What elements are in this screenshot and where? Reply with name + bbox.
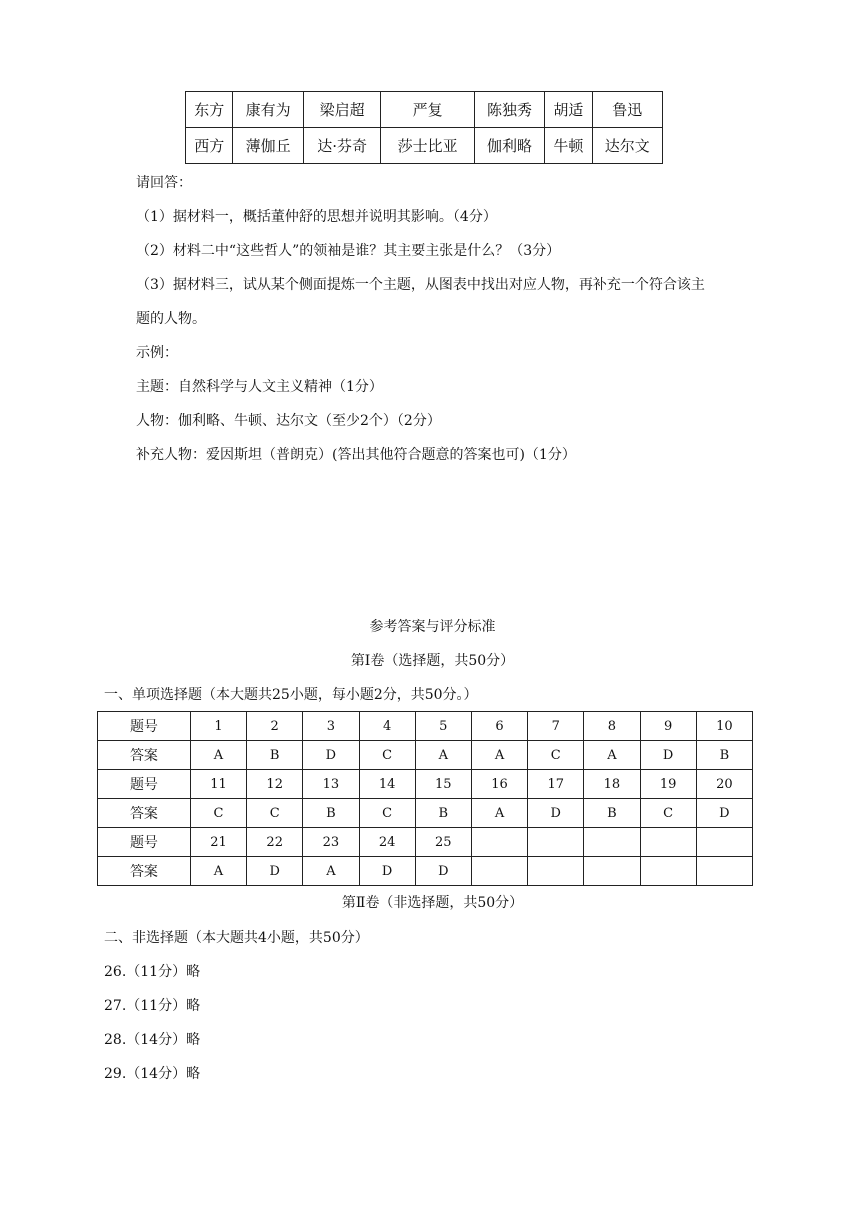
material-people-table <box>185 91 663 164</box>
answer-cell: A <box>190 857 246 886</box>
row-label-cell: 答案 <box>98 741 191 770</box>
answer-item-26: 26.（11分）略 <box>104 964 201 980</box>
row-label-cell: 题号 <box>98 770 191 799</box>
table-row <box>98 712 753 741</box>
question-number-cell: 5 <box>415 712 471 741</box>
question-number-cell: 16 <box>471 770 527 799</box>
row-label-cell: 题号 <box>98 828 191 857</box>
answer-cell <box>471 857 527 886</box>
question-number-cell <box>696 828 752 857</box>
person-cell: 陈独秀 <box>474 92 544 128</box>
person-cell: 梁启超 <box>303 92 381 128</box>
region-cell: 西方 <box>186 128 233 164</box>
answer-cell <box>696 857 752 886</box>
question-number-cell: 21 <box>190 828 246 857</box>
question-number-cell: 25 <box>415 828 471 857</box>
answer-prompt: 请回答： <box>136 175 192 191</box>
answer-item-29: 29.（14分）略 <box>104 1066 201 1082</box>
question-number-cell: 7 <box>528 712 584 741</box>
table-row <box>98 741 753 770</box>
answer-cell: C <box>359 799 415 828</box>
answer-key-table <box>97 711 753 886</box>
answer-cell: D <box>528 799 584 828</box>
answer-cell: D <box>303 741 359 770</box>
person-cell: 胡适 <box>545 92 592 128</box>
question-number-cell: 20 <box>696 770 752 799</box>
question-number-cell: 23 <box>303 828 359 857</box>
question-3-line-2: 题的人物。 <box>136 311 206 327</box>
example-label: 示例： <box>136 345 178 361</box>
question-number-cell <box>471 828 527 857</box>
person-cell: 牛顿 <box>545 128 592 164</box>
question-number-cell: 1 <box>190 712 246 741</box>
row-label-cell: 答案 <box>98 799 191 828</box>
question-number-cell: 2 <box>247 712 303 741</box>
answer-cell: D <box>640 741 696 770</box>
part-2-title: 第Ⅱ卷（非选择题，共50分） <box>341 895 524 911</box>
question-number-cell: 14 <box>359 770 415 799</box>
person-cell: 达尔文 <box>592 128 662 164</box>
person-cell: 薄伽丘 <box>233 128 303 164</box>
table-row <box>98 770 753 799</box>
person-cell: 伽利略 <box>474 128 544 164</box>
question-number-cell: 19 <box>640 770 696 799</box>
answer-cell: D <box>359 857 415 886</box>
question-number-cell <box>640 828 696 857</box>
question-number-cell <box>584 828 640 857</box>
table-row <box>98 857 753 886</box>
question-number-cell <box>528 828 584 857</box>
question-3-line-1: （3）据材料三，试从某个侧面提炼一个主题，从图表中找出对应人物，再补充一个符合该主 <box>136 277 705 293</box>
answer-item-27: 27.（11分）略 <box>104 998 201 1014</box>
part-1-title: 第Ⅰ卷（选择题，共50分） <box>350 653 515 669</box>
answer-cell: A <box>415 741 471 770</box>
answer-cell <box>528 857 584 886</box>
region-cell: 东方 <box>186 92 233 128</box>
person-cell: 莎士比亚 <box>381 128 474 164</box>
answer-key-table-body <box>98 712 753 886</box>
person-cell: 鲁迅 <box>592 92 662 128</box>
question-number-cell: 15 <box>415 770 471 799</box>
question-number-cell: 9 <box>640 712 696 741</box>
question-number-cell: 24 <box>359 828 415 857</box>
question-2: （2）材料二中“这些哲人”的领袖是谁？其主要主张是什么？（3分） <box>136 243 561 259</box>
person-cell: 康有为 <box>233 92 303 128</box>
question-number-cell: 11 <box>190 770 246 799</box>
question-number-cell: 8 <box>584 712 640 741</box>
table-row <box>98 828 753 857</box>
answer-cell: A <box>584 741 640 770</box>
question-number-cell: 13 <box>303 770 359 799</box>
question-number-cell: 12 <box>247 770 303 799</box>
answer-cell: B <box>247 741 303 770</box>
answers-title: 参考答案与评分标准 <box>369 619 496 635</box>
answer-cell: C <box>247 799 303 828</box>
answer-cell: D <box>247 857 303 886</box>
example-supplement: 补充人物：爱因斯坦（普朗克）(答出其他符合题意的答案也可)（1分） <box>136 447 576 463</box>
section-2-heading: 二、非选择题（本大题共4小题，共50分） <box>104 930 369 946</box>
question-1: （1）据材料一，概括董仲舒的思想并说明其影响。（4分） <box>136 209 497 225</box>
answer-cell: A <box>303 857 359 886</box>
answer-item-28: 28.（14分）略 <box>104 1032 201 1048</box>
row-label-cell: 答案 <box>98 857 191 886</box>
answer-cell: B <box>696 741 752 770</box>
answer-cell: A <box>471 741 527 770</box>
section-1-heading: 一、单项选择题（本大题共25小题，每小题2分，共50分。） <box>104 687 478 703</box>
answer-cell: B <box>303 799 359 828</box>
example-people: 人物：伽利略、牛顿、达尔文（至少2个）（2分） <box>136 413 441 429</box>
answer-cell: A <box>190 741 246 770</box>
question-number-cell: 22 <box>247 828 303 857</box>
question-number-cell: 4 <box>359 712 415 741</box>
question-number-cell: 17 <box>528 770 584 799</box>
answer-cell: C <box>190 799 246 828</box>
row-label-cell: 题号 <box>98 712 191 741</box>
answer-cell: B <box>415 799 471 828</box>
answer-cell <box>640 857 696 886</box>
question-number-cell: 18 <box>584 770 640 799</box>
answer-cell: D <box>696 799 752 828</box>
person-cell: 达·芬奇 <box>303 128 381 164</box>
material-people-table-body <box>186 92 663 164</box>
table-row <box>98 799 753 828</box>
question-number-cell: 10 <box>696 712 752 741</box>
example-theme: 主题：自然科学与人文主义精神（1分） <box>136 379 383 395</box>
person-cell: 严复 <box>381 92 474 128</box>
question-number-cell: 3 <box>303 712 359 741</box>
answer-cell: C <box>640 799 696 828</box>
answer-cell: B <box>584 799 640 828</box>
answer-cell: C <box>359 741 415 770</box>
answer-cell: D <box>415 857 471 886</box>
answer-cell <box>584 857 640 886</box>
answer-cell: C <box>528 741 584 770</box>
table-row <box>186 92 663 128</box>
question-number-cell: 6 <box>471 712 527 741</box>
table-row <box>186 128 663 164</box>
answer-cell: A <box>471 799 527 828</box>
